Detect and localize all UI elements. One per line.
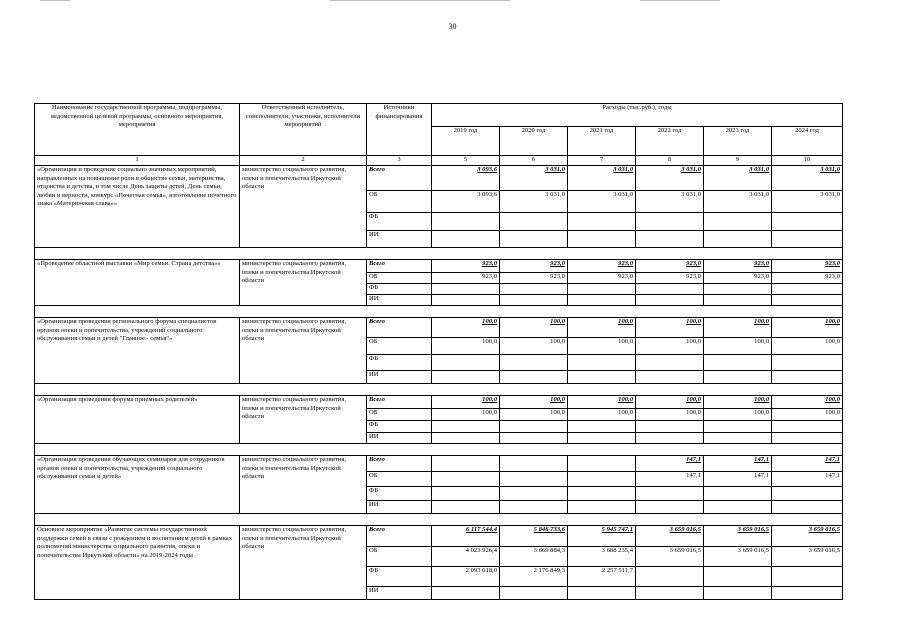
expense-cell <box>636 433 704 444</box>
column-number: 2 <box>240 156 367 166</box>
header-source: Источники финансирования <box>367 104 432 156</box>
expense-cell <box>568 371 636 384</box>
expense-cell <box>432 213 500 231</box>
funding-source: ФБ <box>367 355 432 371</box>
expense-cell: 100,0 <box>500 409 568 421</box>
funding-source: ИИ <box>367 231 432 248</box>
expense-cell <box>432 295 500 306</box>
expense-cell: 3 659 016,5 <box>636 547 704 567</box>
separator-cell <box>704 444 772 456</box>
expense-cell: 147,1 <box>772 472 843 487</box>
expense-cell: 3 659 016,5 <box>704 526 772 547</box>
funding-source: ФБ <box>367 421 432 433</box>
measure-name: Основное мероприятие «Развитие системы государственной поддержки семей в связи с рождением и воспитанием детей в рамках полномочий министерства социального развития, опеки и попечительства Иркутской области» на 2019-2024 годы <box>35 526 240 600</box>
expense-cell: 100,0 <box>704 338 772 355</box>
expense-cell: 2 176 849,3 <box>500 567 568 587</box>
expense-cell: 100,0 <box>568 409 636 421</box>
expense-cell <box>432 456 500 472</box>
funding-source: ИИ <box>367 587 432 600</box>
top-edge-mark <box>640 0 720 1</box>
column-number: 6 <box>500 156 568 166</box>
separator-cell <box>636 306 704 318</box>
expense-cell <box>636 487 704 501</box>
expense-cell: 3 031,0 <box>772 166 843 191</box>
expense-cell <box>636 284 704 295</box>
expense-cell: 100,0 <box>704 318 772 338</box>
expense-cell: 100,0 <box>568 338 636 355</box>
expense-cell <box>772 487 843 501</box>
top-edge-mark <box>40 0 70 1</box>
measure-name: «Организация проведения регионального форума специалистов органов опеки и попечительства, учреждений социального обслуживания семьи и детей "Главное - семья"» <box>35 318 240 384</box>
row-separator <box>35 514 843 526</box>
expense-cell: 923,0 <box>432 260 500 273</box>
expense-cell: 923,0 <box>432 273 500 284</box>
table-row <box>35 166 843 191</box>
separator-cell <box>772 444 843 456</box>
separator-cell <box>500 306 568 318</box>
separator-cell <box>568 306 636 318</box>
expense-cell: 3 031,0 <box>772 191 843 213</box>
column-number: 1 <box>35 156 240 166</box>
expense-cell <box>772 213 843 231</box>
expense-cell: 923,0 <box>568 273 636 284</box>
expense-cell: 3 659 016,5 <box>772 547 843 567</box>
expense-cell: 147,1 <box>704 472 772 487</box>
expense-cell: 923,0 <box>568 260 636 273</box>
expense-cell: 3 659 016,5 <box>636 526 704 547</box>
separator-cell <box>367 514 432 526</box>
measure-name: «Организация и проведение социально значимых мероприятий, направленных на повышение роли в обществе семьи, материнства, отцовства и детства, в том числе День защиты детей, День семьи, любви и верности, конкурс «Почетная семья», изготовление почетного знака «Материнская слава»» <box>35 166 240 248</box>
funding-source: ОБ <box>367 547 432 567</box>
table-row <box>35 526 843 547</box>
expense-cell <box>636 355 704 371</box>
separator-cell <box>35 306 240 318</box>
table-row <box>35 456 843 472</box>
expense-cell <box>636 231 704 248</box>
expense-cell <box>568 213 636 231</box>
funding-source: ИИ <box>367 371 432 384</box>
expense-cell <box>432 587 500 600</box>
separator-cell <box>772 384 843 396</box>
separator-cell <box>432 306 500 318</box>
column-number: 10 <box>772 156 843 166</box>
measure-name: «Организация проведения обучающих семинаров для сотрудников органов опеки и попечительства, учреждений социального обслуживания семьи и детей» <box>35 456 240 514</box>
expense-cell: 100,0 <box>432 338 500 355</box>
expense-cell <box>772 567 843 587</box>
expense-cell <box>568 355 636 371</box>
funding-source: ФБ <box>367 567 432 587</box>
expense-cell <box>636 567 704 587</box>
funding-source: ИИ <box>367 501 432 514</box>
separator-cell <box>500 384 568 396</box>
funding-source: Всего <box>367 526 432 547</box>
expense-cell <box>636 587 704 600</box>
separator-cell <box>367 248 432 260</box>
expense-cell <box>704 371 772 384</box>
separator-cell <box>35 248 240 260</box>
budget-table <box>34 103 843 600</box>
expense-cell: 3 031,0 <box>704 166 772 191</box>
expense-cell <box>772 433 843 444</box>
expense-cell <box>568 295 636 306</box>
expense-cell: 3 669 884,3 <box>500 547 568 567</box>
expense-cell <box>704 295 772 306</box>
expense-cell <box>568 472 636 487</box>
separator-cell <box>772 306 843 318</box>
expense-cell: 3 093,6 <box>432 166 500 191</box>
expense-cell: 100,0 <box>772 396 843 409</box>
expense-cell: 923,0 <box>772 260 843 273</box>
row-separator <box>35 444 843 456</box>
expense-cell <box>704 355 772 371</box>
expense-cell <box>772 371 843 384</box>
expense-cell <box>772 501 843 514</box>
separator-cell <box>367 384 432 396</box>
separator-cell <box>772 248 843 260</box>
separator-cell <box>432 444 500 456</box>
expense-cell: 100,0 <box>500 318 568 338</box>
funding-source: Всего <box>367 260 432 273</box>
expense-cell: 100,0 <box>636 338 704 355</box>
expense-cell: 3 031,0 <box>636 166 704 191</box>
column-number: 9 <box>704 156 772 166</box>
expense-cell <box>568 433 636 444</box>
expense-cell: 100,0 <box>704 396 772 409</box>
expense-cell: 100,0 <box>772 409 843 421</box>
expense-cell <box>636 295 704 306</box>
measure-name: «Проведение областной выставки «Мир семьи. Страна детства»» <box>35 260 240 306</box>
table-row <box>35 396 843 409</box>
expense-cell <box>432 284 500 295</box>
expense-cell: 923,0 <box>704 260 772 273</box>
expense-cell <box>568 487 636 501</box>
header-year: 2020 год <box>500 127 568 156</box>
column-number: 3 <box>367 156 432 166</box>
funding-source: ИИ <box>367 433 432 444</box>
expense-cell: 3 031,0 <box>568 166 636 191</box>
expense-cell <box>568 501 636 514</box>
header-year: 2019 год <box>432 127 500 156</box>
funding-source: Всего <box>367 318 432 338</box>
table-row <box>35 260 843 273</box>
expense-cell <box>568 587 636 600</box>
row-separator <box>35 248 843 260</box>
funding-source: ОБ <box>367 191 432 213</box>
separator-cell <box>704 306 772 318</box>
expense-cell <box>772 295 843 306</box>
expense-cell <box>500 371 568 384</box>
separator-cell <box>636 514 704 526</box>
expense-cell <box>500 456 568 472</box>
funding-source: Всего <box>367 396 432 409</box>
expense-cell: 100,0 <box>432 318 500 338</box>
column-number: 5 <box>432 156 500 166</box>
expense-cell: 923,0 <box>636 260 704 273</box>
expense-cell <box>432 371 500 384</box>
expense-cell <box>772 231 843 248</box>
funding-source: Всего <box>367 456 432 472</box>
separator-cell <box>240 306 367 318</box>
header-year: 2022 год <box>636 127 704 156</box>
expense-cell: 147,1 <box>704 456 772 472</box>
expense-cell: 100,0 <box>568 396 636 409</box>
expense-cell <box>500 501 568 514</box>
separator-cell <box>432 514 500 526</box>
expense-cell <box>568 421 636 433</box>
funding-source: ФБ <box>367 284 432 295</box>
expense-cell: 4 023 926,4 <box>432 547 500 567</box>
expense-cell: 100,0 <box>500 396 568 409</box>
header-name: Наименование государственной программы, подпрограммы, ведомственной целевой программы, основного мероприятия, мероприятия <box>35 104 240 156</box>
expense-cell: 100,0 <box>772 318 843 338</box>
expense-cell <box>704 487 772 501</box>
expense-cell <box>704 587 772 600</box>
column-number: 8 <box>636 156 704 166</box>
expense-cell <box>568 456 636 472</box>
expense-cell <box>500 433 568 444</box>
expense-cell <box>500 213 568 231</box>
expense-cell: 100,0 <box>636 318 704 338</box>
funding-source: Всего <box>367 166 432 191</box>
expense-cell <box>636 501 704 514</box>
header-year: 2021 год <box>568 127 636 156</box>
funding-source: ОБ <box>367 338 432 355</box>
funding-source: ОБ <box>367 273 432 284</box>
expense-cell <box>704 421 772 433</box>
expense-cell <box>704 501 772 514</box>
expense-cell: 100,0 <box>432 396 500 409</box>
top-edge-mark <box>330 0 510 1</box>
measure-executor: министерство социального развития, опеки и попечительства Иркутской области <box>240 526 367 600</box>
expense-cell <box>500 472 568 487</box>
measure-executor: министерство социального развития, опеки и попечительства Иркутской области <box>240 260 367 306</box>
expense-cell: 3 031,0 <box>568 191 636 213</box>
row-separator <box>35 384 843 396</box>
separator-cell <box>35 514 240 526</box>
separator-cell <box>636 248 704 260</box>
separator-cell <box>568 514 636 526</box>
expense-cell <box>500 284 568 295</box>
funding-source: ОБ <box>367 409 432 421</box>
expense-cell: 100,0 <box>432 409 500 421</box>
expense-cell <box>772 587 843 600</box>
expense-cell: 100,0 <box>772 338 843 355</box>
expense-cell: 3 659 016,5 <box>772 526 843 547</box>
expense-cell <box>568 284 636 295</box>
expense-cell <box>432 421 500 433</box>
funding-source: ФБ <box>367 213 432 231</box>
expense-cell <box>500 587 568 600</box>
expense-cell <box>636 421 704 433</box>
column-number: 7 <box>568 156 636 166</box>
separator-cell <box>636 444 704 456</box>
separator-cell <box>704 384 772 396</box>
funding-source: ФБ <box>367 487 432 501</box>
expense-cell: 147,1 <box>636 472 704 487</box>
separator-cell <box>704 248 772 260</box>
expense-cell <box>704 231 772 248</box>
separator-cell <box>35 384 240 396</box>
expense-cell: 147,1 <box>636 456 704 472</box>
expense-cell <box>500 231 568 248</box>
row-separator <box>35 306 843 318</box>
expense-cell: 3 031,0 <box>500 191 568 213</box>
expense-cell <box>636 371 704 384</box>
separator-cell <box>367 306 432 318</box>
expense-cell <box>432 355 500 371</box>
separator-cell <box>704 514 772 526</box>
funding-source: ОБ <box>367 472 432 487</box>
measure-executor: министерство социального развития, опеки и попечительства Иркутской области <box>240 456 367 514</box>
expense-cell: 100,0 <box>500 338 568 355</box>
separator-cell <box>500 514 568 526</box>
header-expenses: Расходы (тыс.руб.), годы <box>432 104 843 127</box>
expense-cell <box>568 231 636 248</box>
expense-cell <box>772 355 843 371</box>
expense-cell: 3 031,0 <box>704 191 772 213</box>
expense-cell: 923,0 <box>500 260 568 273</box>
table-body <box>35 166 843 600</box>
expense-cell: 3 659 016,5 <box>704 547 772 567</box>
separator-cell <box>568 248 636 260</box>
expense-cell <box>704 284 772 295</box>
table-row <box>35 318 843 338</box>
expense-cell <box>500 295 568 306</box>
separator-cell <box>432 384 500 396</box>
expense-cell <box>772 284 843 295</box>
separator-cell <box>240 248 367 260</box>
expense-cell <box>432 487 500 501</box>
expense-cell: 100,0 <box>704 409 772 421</box>
separator-cell <box>500 248 568 260</box>
expense-cell: 100,0 <box>636 409 704 421</box>
expense-cell: 100,0 <box>568 318 636 338</box>
separator-cell <box>568 444 636 456</box>
funding-source: ИИ <box>367 295 432 306</box>
separator-cell <box>636 384 704 396</box>
separator-cell <box>367 444 432 456</box>
measure-executor: министерство социального развития, опеки и попечительства Иркутской области <box>240 396 367 444</box>
expense-cell: 3 031,0 <box>500 166 568 191</box>
header-year: 2024 год <box>772 127 843 156</box>
measure-executor: министерство социального развития, опеки и попечительства Иркутской области <box>240 166 367 248</box>
expense-cell: 3 031,0 <box>636 191 704 213</box>
separator-cell <box>240 384 367 396</box>
measure-executor: министерство социального развития, опеки и попечительства Иркутской области <box>240 318 367 384</box>
separator-cell <box>568 384 636 396</box>
expense-cell: 5 945 747,1 <box>568 526 636 547</box>
header-executor: Ответственный исполнитель, соисполнители, участники, исполнители мероприятий <box>240 104 367 156</box>
expense-cell: 6 117 544,4 <box>432 526 500 547</box>
separator-cell <box>240 514 367 526</box>
expense-cell: 923,0 <box>772 273 843 284</box>
page-number: 30 <box>448 22 457 31</box>
measure-name: «Организация проведения форума приемных родителей» <box>35 396 240 444</box>
expense-cell: 147,1 <box>772 456 843 472</box>
expense-cell <box>432 231 500 248</box>
expense-cell <box>432 433 500 444</box>
expense-cell <box>636 213 704 231</box>
expense-cell: 100,0 <box>636 396 704 409</box>
expense-cell <box>772 421 843 433</box>
expense-cell: 5 846 733,6 <box>500 526 568 547</box>
separator-cell <box>35 444 240 456</box>
expense-cell: 923,0 <box>704 273 772 284</box>
expense-cell <box>704 213 772 231</box>
expense-cell: 3 093,6 <box>432 191 500 213</box>
expense-cell <box>500 355 568 371</box>
expense-cell: 3 688 235,4 <box>568 547 636 567</box>
expense-cell <box>500 487 568 501</box>
expense-cell <box>432 472 500 487</box>
separator-cell <box>240 444 367 456</box>
expense-cell <box>704 567 772 587</box>
expense-cell: 2 257 511,7 <box>568 567 636 587</box>
separator-cell <box>500 444 568 456</box>
expense-cell: 923,0 <box>500 273 568 284</box>
separator-cell <box>432 248 500 260</box>
header-year: 2023 год <box>704 127 772 156</box>
separator-cell <box>772 514 843 526</box>
expense-cell <box>704 433 772 444</box>
expense-cell: 923,0 <box>636 273 704 284</box>
expense-cell <box>432 501 500 514</box>
expense-cell <box>500 421 568 433</box>
expense-cell: 2 093 618,0 <box>432 567 500 587</box>
